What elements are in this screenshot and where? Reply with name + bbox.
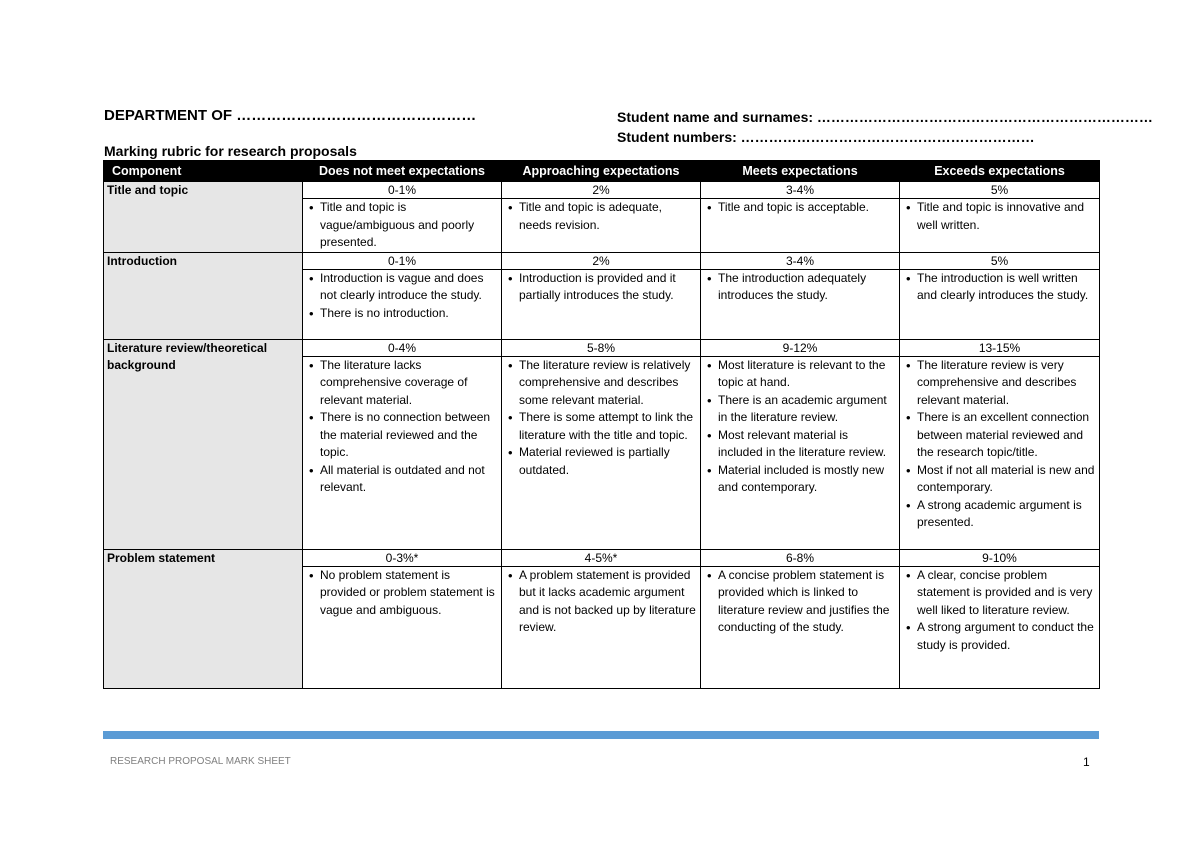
student-numbers-line: Student numbers: ……………………………………………………… — [617, 129, 1035, 145]
criterion-item: • A concise problem statement is provided which is linked to literature review and justifies the conducting of the study. — [718, 567, 896, 637]
criteria-cell — [502, 566, 701, 688]
criterion-item: • The literature lacks comprehensive coverage of relevant material. — [320, 357, 498, 410]
criterion-item: • There is an academic argument in the literature review. — [718, 392, 896, 427]
pct-cell: 5% — [900, 252, 1100, 269]
pct-row-introduction — [104, 252, 1100, 269]
pct-cell: 13-15% — [900, 339, 1100, 356]
header-exceeds: Exceeds expectations — [900, 161, 1100, 182]
criterion-item: • A clear, concise problem statement is provided and is very well liked to literature review. — [917, 567, 1096, 620]
pct-cell: 5-8% — [502, 339, 701, 356]
criterion-item: • There is no introduction. — [320, 305, 498, 323]
header-meets: Meets expectations — [701, 161, 900, 182]
component-problem-statement: Problem statement — [104, 549, 303, 688]
criterion-item: • A problem statement is provided but it lacks academic argument and is not backed up by literature review. — [519, 567, 697, 637]
pct-cell: 0-1% — [303, 252, 502, 269]
pct-cell: 2% — [502, 252, 701, 269]
criteria-cell — [701, 199, 900, 253]
criterion-item: • Introduction is provided and it partially introduces the study. — [519, 270, 697, 305]
criterion-item: • The literature review is relatively comprehensive and describes some relevant material. — [519, 357, 697, 410]
pct-cell: 0-3%* — [303, 549, 502, 566]
pct-cell: 2% — [502, 182, 701, 199]
criteria-cell — [303, 566, 502, 688]
criterion-item: • A strong argument to conduct the study is provided. — [917, 619, 1096, 654]
criteria-cell — [701, 269, 900, 339]
rubric-title: Marking rubric for research proposals — [104, 143, 357, 159]
criterion-item: • A strong academic argument is presented. — [917, 497, 1096, 532]
criteria-cell — [701, 356, 900, 549]
criterion-item: • Material included is mostly new and contemporary. — [718, 462, 896, 497]
pct-cell: 3-4% — [701, 182, 900, 199]
department-line: DEPARTMENT OF ………………………………………… — [104, 107, 477, 124]
pct-cell: 4-5%* — [502, 549, 701, 566]
criteria-cell — [900, 356, 1100, 549]
criteria-cell — [303, 269, 502, 339]
component-literature-review: Literature review/theoretical background — [104, 339, 303, 549]
criterion-item: • Material reviewed is partially outdated. — [519, 444, 697, 479]
criteria-cell — [502, 199, 701, 253]
footer-title: RESEARCH PROPOSAL MARK SHEET — [110, 756, 291, 767]
criteria-cell — [502, 356, 701, 549]
pct-cell: 0-1% — [303, 182, 502, 199]
pct-cell: 5% — [900, 182, 1100, 199]
criteria-cell — [900, 566, 1100, 688]
header-component: Component — [104, 161, 303, 182]
criterion-item: • The introduction adequately introduces the study. — [718, 270, 896, 305]
criteria-cell — [303, 356, 502, 549]
pct-cell: 9-10% — [900, 549, 1100, 566]
pct-row-title — [104, 182, 1100, 199]
pct-cell: 0-4% — [303, 339, 502, 356]
criterion-item: • There is no connection between the material reviewed and the topic. — [320, 409, 498, 462]
header-does-not-meet: Does not meet expectations — [303, 161, 502, 182]
student-name-line: Student name and surnames: ……………………………………………………………… — [617, 109, 1153, 125]
component-title-and-topic: Title and topic — [104, 182, 303, 253]
header-approaching: Approaching expectations — [502, 161, 701, 182]
page-number: 1 — [1083, 755, 1090, 769]
criteria-cell — [900, 269, 1100, 339]
criterion-item: • The literature review is very comprehensive and describes relevant material. — [917, 357, 1096, 410]
criterion-item: • All material is outdated and not relevant. — [320, 462, 498, 497]
rubric-table — [103, 160, 1100, 689]
pct-cell: 9-12% — [701, 339, 900, 356]
criterion-item: • Title and topic is innovative and well written. — [917, 199, 1096, 234]
criterion-item: • Most literature is relevant to the topic at hand. — [718, 357, 896, 392]
pct-cell: 6-8% — [701, 549, 900, 566]
pct-row-literature — [104, 339, 1100, 356]
criteria-cell — [303, 199, 502, 253]
criteria-cell — [900, 199, 1100, 253]
criterion-item: • There is some attempt to link the literature with the title and topic. — [519, 409, 697, 444]
criterion-item: • There is an excellent connection between material reviewed and the research topic/title. — [917, 409, 1096, 462]
criterion-item: • Most relevant material is included in the literature review. — [718, 427, 896, 462]
student-info — [617, 107, 1153, 147]
criteria-cell — [502, 269, 701, 339]
criterion-item: • Most if not all material is new and contemporary. — [917, 462, 1096, 497]
criterion-item: • No problem statement is provided or problem statement is vague and ambiguous. — [320, 567, 498, 620]
footer-divider-bar — [103, 731, 1099, 739]
table-header-row — [104, 161, 1100, 182]
criterion-item: • Title and topic is acceptable. — [718, 199, 896, 217]
pct-row-problem — [104, 549, 1100, 566]
criterion-item: • The introduction is well written and clearly introduces the study. — [917, 270, 1096, 305]
criterion-item: • Title and topic is vague/ambiguous and poorly presented. — [320, 199, 498, 252]
criterion-item: • Title and topic is adequate, needs revision. — [519, 199, 697, 234]
criterion-item: • Introduction is vague and does not clearly introduce the study. — [320, 270, 498, 305]
criteria-cell — [701, 566, 900, 688]
component-introduction: Introduction — [104, 252, 303, 339]
pct-cell: 3-4% — [701, 252, 900, 269]
